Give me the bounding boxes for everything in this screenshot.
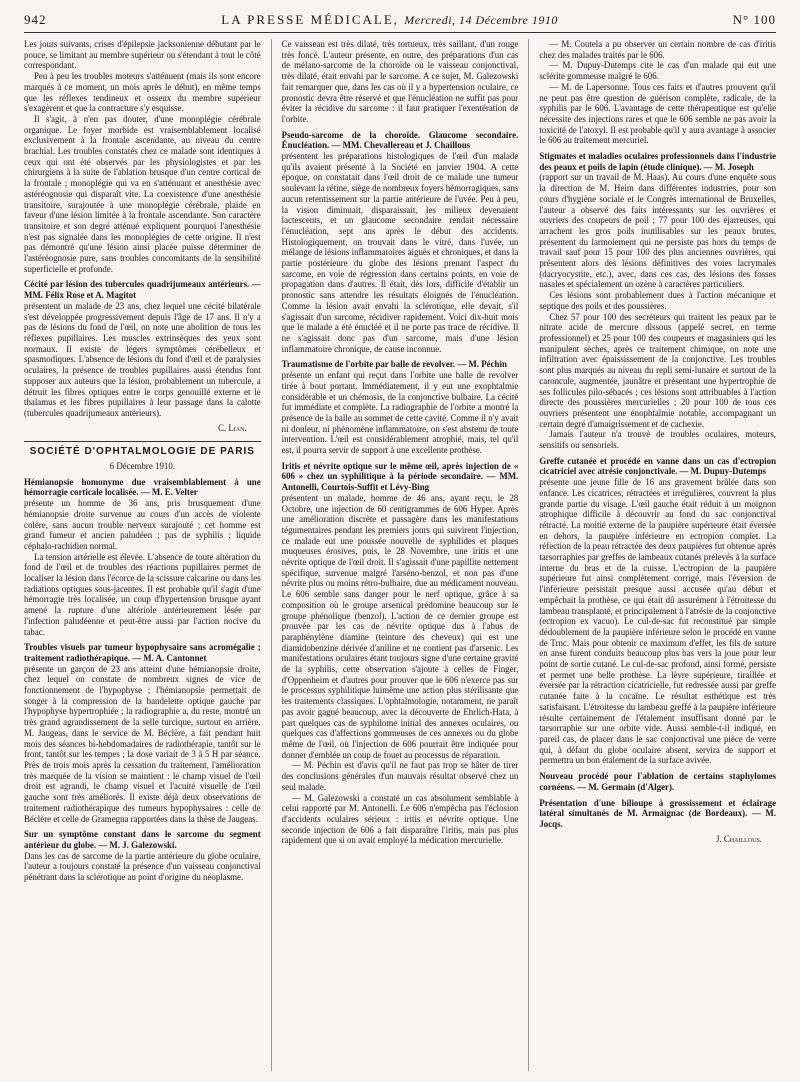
paragraph: — M. Dupuy-Dutemps cite le cas d'un malade qui eut une sclérite gommeuse malgré le 606. [539, 60, 777, 82]
author-signature: J. Chaillous. [715, 833, 763, 844]
paragraph: Il s'agit, à n'en pas douter, d'une monoplégie cérébrale organique. Le foyer morbide est vraisemblablement localisé exclusivement à la frontale ascendante, au niveau du centre brachial. Les troubles constatés chez ce malade sont identiques à ceux qui ont été observés par les physiologistes et par les chirurgiens à la suite de l'ablation brusque d'un centre cortical de la frontale ; monoplégie qui va en s'atténuant et anesthésie avec astéréognosie qui disparaît vite. La coexistence d'une anesthésie transitoire, surajoutée à une monoplégie cérébrale, plaide en faveur d'une lésion limitée à la frontale ascendante. Son caractère transitoire et son degré atténué expliquent pourquoi l'anesthésie n'est pas signalée dans les monoplégies de cette origine. Il n'est pas démontré qu'une lésion ainsi placée puisse déterminer de l'astéréognosie pure, sans troubles concomitants de la sensibilité superficielle et profonde. [24, 113, 261, 274]
paragraph: — M. de Lapersonne. Tous ces faits et d'autres prouvent qu'il ne peut pas être question de guérison complète, radicale, de la syphilis par le 606. L'avantage de cette thérapeutique est qu'elle nécessite des injections rares et que le 606 semble ne pas avoir la toxicité de l'atoxyl. Il est probable qu'il y aura avantage à associer le 606 au traitement mercuriel. [539, 81, 777, 146]
article-heading: Troubles visuels par tumeur hypophysaire sans acromégalie ; traitement radiothérapique. — M. A. Cantonnet [24, 642, 261, 663]
paragraph: — M. Coutela a pu observer un certain nombre de cas d'iritis chez des malades traités par le 606. [539, 39, 777, 60]
article-heading: Iritis et névrite optique sur le même œil, après injection de « 606 » chez un syphilitique à la période secondaire. — MM. Antonelli, Courtois-Suffit et Lévy-Bing [281, 460, 519, 493]
column-2 [271, 39, 519, 1071]
article-heading: Pseudo-sarcome de la choroïde. Glaucome secondaire. Énucléation. — MM. Chevallereau et J. Chaillous [281, 129, 519, 151]
issue-date: Mercredi, 14 Décembre 1910 [404, 13, 558, 27]
article-heading: Stigmates et maladies oculaires professionnels dans l'industrie des peaux et poils de lapin (étude clinique). — M. Joseph [539, 151, 777, 172]
section-title: SOCIÉTÉ D'OPHTALMOLOGIE DE PARIS [24, 441, 261, 458]
section-date: 6 Décembre 1910. [109, 461, 175, 472]
paragraph: présente une jeune fille de 16 ans gravement brûlée dans son enfance. Les cicatrices, rétractées et irrégulières, couvrent la plus grande partie du visage. L'œil gauche était réduit à un moignon atrophique difficile à découvrir au fond du sac conjonctival rétracté. La moitié externe de la paupière supérieure était éversée en dehors, la paupière inférieure en ectropion complet. La réfection de la peau rétractée des deux paupières fut obtenue après tarsorraphies par greffes de lambeaux cutanés prélevés à la surface interne du bras et de la cuisse. L'ectropion de la paupière supérieure fut ainsi complètement corrigé, mais l'éversion de l'inférieure persistait presque aussi accusée qu'au début et empêchait la prothèse, ce qui était dû assurément à l'étroitesse du lambeau transplanté, et principalement à l'atrésie de la conjonctive (ectropion ex vacuo). Le cul-de-sac fut reconstitué par simple dédoublement de la paupière inférieure selon le procédé en vanne de Trnc. Mais pour obtenir ce maximum d'effet, les fils de suture en anse furent conduits beaucoup plus bas vers la joue pour leur point de sortie cutané. Le cul-de-sac profond, ainsi formé, persiste et permet une belle prothèse. La lèvre supérieure, tiraillée et éversée par la rétraction cicatricielle, fut redressée aussi par greffe cutanée faite à la cocaïne. Le résultat esthétique est très satisfaisant. L'étroitesse du lambeau greffé à la paupière inférieure résulte certainement de l'étalement insuffisant donné par le tarsorraphie sur une orbite vide. Aussi semble-t-il indiqué, en pareil cas, de placer dans le sac conjonctival une pièce de verre qui, à défaut du globe oculaire absent, servira de support et permettra un bon étalement de la surface avivée. [539, 477, 777, 766]
paragraph: (rapport sur un travail de M. Haas). Au cours d'une enquête sous la direction de M. Heim dans différentes industries, pour son cours d'hygiène sociale et le Congrès international de Bruxelles, l'auteur a observé des faits intéressants sur les ouvrières et ouvriers des coupeurs de poil ; 77 pour 100 des éjarreuses, qui arrachent les gros poils inutilisables sur les peaux brutes, présentent du larmoiement qui ne persiste pas hors du temps de travail sauf pour 15 pour 100 des plus anciennes ouvrières, qui présentent alors des lésions définitives des voies lacrymales (dacryocystite, etc.), avec, dans ces cas, des lésions des fosses nasales et spécialement un ozène à caractères particuliers. [539, 172, 777, 290]
page-header [24, 12, 776, 33]
article-heading: Greffe cutanée et procédé en vanne dans un cas d'ectropion cicatriciel avec atrésie conjonctivale. — M. Dupuy-Dutemps [539, 455, 777, 477]
paragraph: Les jours suivants, crises d'épilepsie jacksonienne débutant par le pouce, se limitant au membre supérieur ou s'étendant à tout le côté correspondant. [24, 39, 261, 71]
paragraph: — M. Péchin est d'avis qu'il ne faut pas trop se hâter de tirer des conclusions générales d'un mauvais résultat observé chez un seul malade. [281, 760, 519, 792]
paragraph: Chez 57 pour 100 des secréteurs qui traitent les peaux par le nitrate acide de mercure dissous (appelé secret, en terme professionnel) et 25 pour 100 des coupeurs et magasiniers qui les manipulent sèches, après ce traitement chimique, on note une infiltration avec épaississement de la conjonctive. Les troubles sont plus marqués au niveau du repli semi-lunaire et surtout de la caroncule, augmentée, jaunâtre et présentant une hypertrophie de ses follicules pilo-sébacés ; ces lésions sont attribuables à l'action directe des poussières mercurielles ; 20 pour 100 de tous ces ouvriers présentent une énophtalmie notable, accompagnant un certain degré d'amaigrissement et de cachexie. [539, 311, 777, 429]
paragraph: — M. Galezowski a constaté un cas absolument semblable à celui rapporté par M. Antonelli. Le 606 n'empêcha pas l'éclosion d'accidents oculaires sérieux : iritis et névrite optique. Une seconde injection de 606 a fait disparaître l'iritis, mais pas plus rapidement que si on avait employé la médication mercurielle. [281, 792, 519, 846]
paragraph: présente un homme de 36 ans, pris brusquement d'une hémianopsie droite survenue au cours d'un accès de violente colère, sans aucun trouble nerveux surajouté ; cet homme est grand fumeur et ancien paludéen ; pas de syphilis ; liquide céphalo-rachidien normal. [24, 498, 261, 551]
paragraph: présentent un malade de 23 ans, chez lequel une cécité bilatérale s'est développée progressivement depuis l'âge de 17 ans. Il n'y a pas de lésions du fond de l'œil, on note une abolition de tous les réflexes pupillaires. Les muscles extrinsèques des yeux sont normaux. Il existe de légers symptômes cérébelleux et spasmodiques. L'absence de lésions du fond d'œil et de paralysies oculaires, la présence de troubles pupillaires aussi étendus font supposer aux auteurs que la lésion, probablement un tubercule, a détruit les fibres optiques entre le corps genouillé externe et le thalamus et les fibres pupillaires à leur passage dans la calotte (tubercules quadrijumeaux antérieurs). [24, 300, 261, 418]
author-signature: C. Lian. [218, 422, 247, 433]
article-heading: Présentation d'une bilioupe à grossissement et éclairage latéral simultanés de M. Armaignac (de Bordeaux). — M. Jocqs. [539, 797, 777, 829]
article-heading: Traumatisme de l'orbite par balle de revolver. — M. Péchin [281, 359, 507, 370]
paragraph: La tension artérielle est élevée. L'absence de toute altération du fond de l'œil et de troubles des réactions pupillaires permet de localiser la lésion dans l'écorce de la scissure calcarine ou dans les radiations optiques sous-jacentes. Il est probable qu'il s'agit d'une hémorragie très localisée, un coup d'hypertension brusque ayant amené la rupture d'une altériole antérieurement lésée par l'infection paludéenne et peut-être aussi par l'action nocive du tabac. [24, 551, 261, 637]
paragraph: présentent un malade, homme de 46 ans, ayant reçu, le 28 Octobre, une injection de 60 centigrammes de 606 Hyper. Après une amélioration discrète et passagère dans les manifestations tégumentaires pendant les premiers jours qui suivirent l'injection, ce malade eut une poussée nouvelle de syphilides et plaques muqueuses érosives, puis, le 28 Novembre, une iritis et une névrite optique de l'œil droit. Il s'agissait d'une papillite nettement spécifique, survenue malgré l'arséno-benzol, et non pas d'une névrite plus ou moins rétro-bulbaire, due au médicament nouveau. Le 606 semble sans danger pour le nerf optique, grâce à sa composition où le groupe arsenical prédomine beaucoup sur le groupe phénolique (benzol). L'action de ce dernier groupe est prouvée par les cas de névrite optique dus à l'abus de paraphénylène diamine (teinture des cheveux) qui est une diamidobenzine dérivée d'aniline et ne contient pas d'arsenic. Les manifestations oculaires étant toujours signe d'une certaine gravité de la syphilis, cette observation s'ajoute à celles de Finger, d'Oppenheim et d'autres pour prouver que le 606 n'exerce pas sur le processus syphilitique luimême une action plus stérilisante que les traitements classiques. L'ophtalmologie, notamment, ne paraît pas avoir gagné beaucoup, avec la découverte de Ehrlich-Hata, à part quelques cas de syphilome initial des annexes oculaires, ou quelques cas d'affections gommeuses de ces annexes ou du globe même de l'œil, où l'injection de 606 pourrait être indiquée pour donner d'emblée un coup de fouet au processus de réparation. [281, 492, 519, 760]
article-heading: Cécité par lésion des tubercules quadrijumeaux antérieurs. — MM. Félix Rose et A. Magitot [24, 279, 261, 301]
paragraph: Jamais l'auteur n'a trouvé de troubles oculaires, moteurs, sensitifs ou sensoriels. [539, 429, 777, 451]
paragraph: présente un enfant qui reçut dans l'orbite une balle de revolver tirée à bout portant. Immédiatement, il y eut une exophtalmie considérable et un chémosis, de la conjonctive bulbaire. La cécité fut immédiate et complète. La radiographie de l'orbite a montré la présence de la balle au sommet de cette cavité. Comme il n'y avait ni douleur, ni phénomène inflammatoire, on s'est abstenu de toute intervention. L'œil est considérablement atrophié, mais, tel qu'il est, il pourra servir de support à une excellente prothèse. [281, 370, 519, 456]
paragraph: présentent les préparations histologiques de l'œil d'un malade qu'ils avaient présenté à la Société en janvier 1904. A cette époque, on constatait dans l'œil droit de ce malade une tumeur soulevant la rétine, siège de nombreux foyers hémorragiques, sans aucun retentissement sur la partie antérieure de l'uvée. Peu à peu, la vision diminuait, disparaissait, les milieux devenaient lactescents, et un glaucome secondaire rendait nécessaire l'énucléation, sept ans après le début des accidents. Histologiquement, on trouvait dans le vitré, dans l'uvée, un mélange de lésions inflammatoires aiguës et chroniques, et dans la partie postérieure du globe des lésions prenant l'aspect du sarcome, en voie de régression dans certains points, en voie de propagation dans d'autres. Il était, dès lors, difficile d'établir un pronostic sans attendre les résultats éloignés de l'énucléation. Comme la lésion avait envahi la sclérotique, elle devait, s'il s'agissait d'un sarcome, récidiver rapidement. Voici dix-huit mois que le malade a été énucléé et il ne porte pas trace de récidive. Il ne s'agissait donc pas d'un sarcome, mais d'une lésion inflammatoire chronique, de cause inconnue. [281, 151, 519, 354]
column-3 [528, 39, 776, 1071]
article-heading: Sur un symptôme constant dans le sarcome du segment antérieur du globe. — M. J. Galezowski. [24, 829, 261, 850]
journal-title [221, 12, 558, 28]
issue-number: N° 100 [732, 12, 776, 27]
column-1 [24, 39, 261, 1071]
article-heading: Hémianopsie homonyme due vraisemblablement à une hémorragie corticale localisée. — M. E. Velter [24, 476, 261, 498]
paragraph: Ce vaisseau est très dilaté, très tortueux, très saillant, d'un rouge très foncé. L'auteur présente, en outre, des préparations d'un cas de mélano-sarcome de la choroïde où le vaisseau conjonctival, très dilaté, était envahi par le sarcome. A ce sujet, M. Galezowski fait remarquer que, dans les cas où il y a hypertension oculaire, ce pronostic devra être réservé et que l'énucléation ne suffit pas pour éviter la récidive du sarcome : il faut pratiquer l'exentération de l'orbite. [281, 39, 519, 124]
text-columns [24, 39, 776, 1071]
page-number: 942 [24, 12, 47, 27]
journal-name: LA PRESSE MÉDICALE, [221, 12, 400, 27]
paragraph: Dans les cas de sarcome de la partie antérieure du globe oculaire, l'auteur a toujours constaté la présence d'un vaisseau conjonctival pénétrant dans la sclérotique au point d'origine du néoplasme. [24, 850, 261, 883]
article-heading: Nouveau procédé pour l'ablation de certains staphylomes cornéens. — M. Germain (d'Alger). [539, 771, 777, 792]
paragraph: Peu à peu les troubles moteurs s'atténuent (mais ils sont encore marqués à ce moment, un mois après le début), en même temps que les réflexes tendineux et osseux du membre supérieur s'exagèrent et que la contracture s'y esquisse. [24, 71, 261, 114]
paragraph: présente un garçon de 23 ans atteint d'une hémianopsie droite, chez lequel on constate de nombreux signes de vice de fonctionnement de l'hypophyse ; l'hémianopsie permettait de songer à la compression de la bandelette optique gauche par l'hypophyse hypertrophiée ; la radiographie a, du reste, montré un très grand agrandissement de la selle turcique, surtout en arrière. M. Jaugeas, dans le service de M. Béclère, a fait pendant huit mois des séances bi-hebdomadaires de radiothérapie, tantôt sur le front, tantôt sur les tempes ; la dose variait de 3 à 5 H par séance. Près de trois mois après la cessation du traitement, l'amélioration très marquée de la vision se maintient : le champ visuel de l'œil droit est agrandi, le champ visuel et l'acuité visuelle de l'œil gauche sont très améliorés. Il existe déjà deux observations de traitement radiothérapique des tumeurs hypophysaires : celle de Béclère et celle de Gramegna rapportées dans la thèse de Jaugeas. [24, 663, 261, 824]
paragraph: Ces lésions sont probablement dues à l'action mécanique et septique des poils et des poussières. [539, 290, 777, 311]
